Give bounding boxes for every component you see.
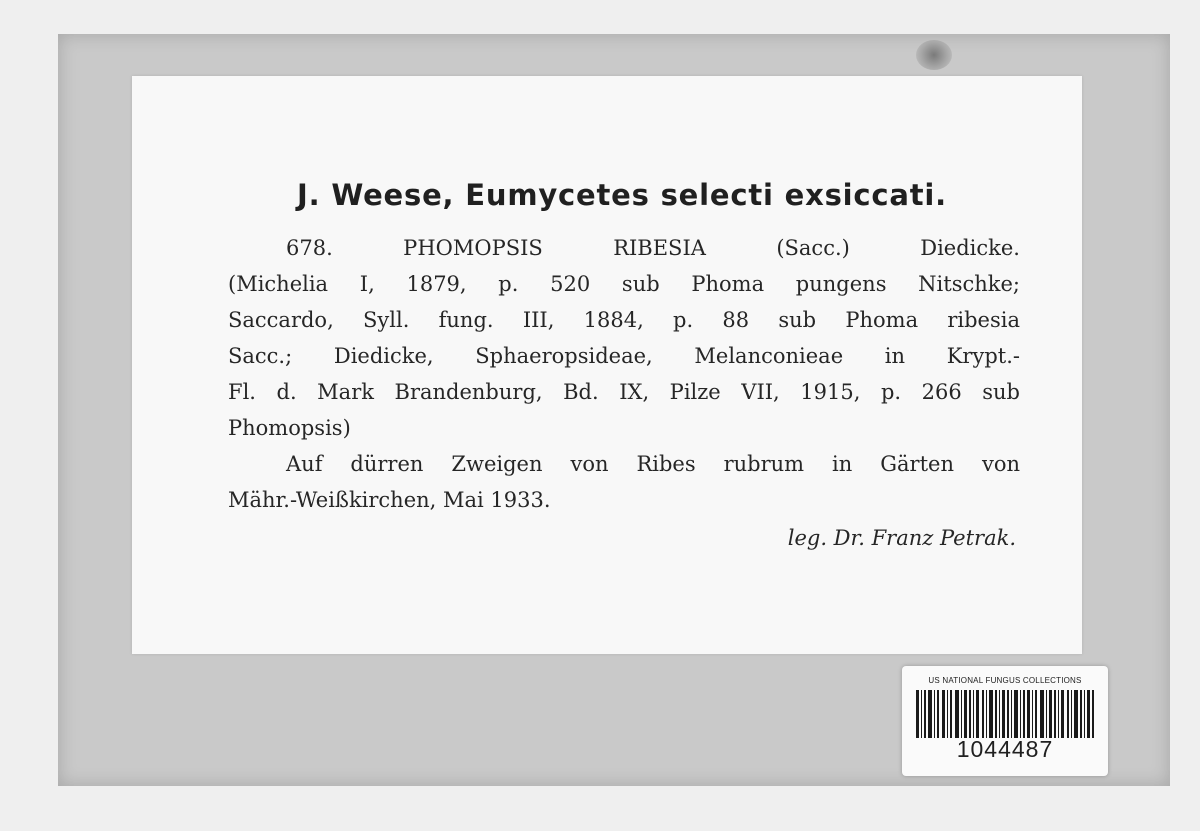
barcode-label	[902, 666, 1108, 776]
barcode-icon	[914, 690, 1096, 738]
barcode-institution: US NATIONAL FUNGUS COLLECTIONS	[928, 676, 1082, 685]
citation-line: Saccardo, Syll. fung. III, 1884, p. 88 sub Phoma ribesia	[228, 308, 1020, 332]
citation-line: Phomopsis)	[228, 416, 351, 440]
citation-line: Fl. d. Mark Brandenburg, Bd. IX, Pilze VII, 1915, p. 266 sub	[228, 380, 1020, 404]
barcode-number: 1044487	[956, 736, 1054, 762]
locality-paragraph	[228, 446, 1020, 518]
citation-line: Sacc.; Diedicke, Sphaeropsideae, Melanconieae in Krypt.-	[228, 344, 1020, 368]
stain-mark	[916, 40, 952, 70]
citation-line: (Michelia I, 1879, p. 520 sub Phoma pungens Nitschke;	[228, 272, 1020, 296]
species-name-line: 678. PHOMOPSIS RIBESIA (Sacc.) Diedicke.	[286, 236, 1020, 260]
specimen-label	[132, 76, 1082, 654]
label-title: J. Weese, Eumycetes selecti exsiccati.	[297, 178, 947, 212]
locality-line: Mähr.-Weißkirchen, Mai 1933.	[228, 488, 551, 512]
locality-line: Auf dürren Zweigen von Ribes rubrum in Gärten von	[286, 452, 1020, 476]
label-body	[228, 230, 1020, 556]
collector-text: leg. Dr. Franz Petrak.	[787, 526, 1016, 550]
citation-paragraph	[228, 230, 1020, 446]
